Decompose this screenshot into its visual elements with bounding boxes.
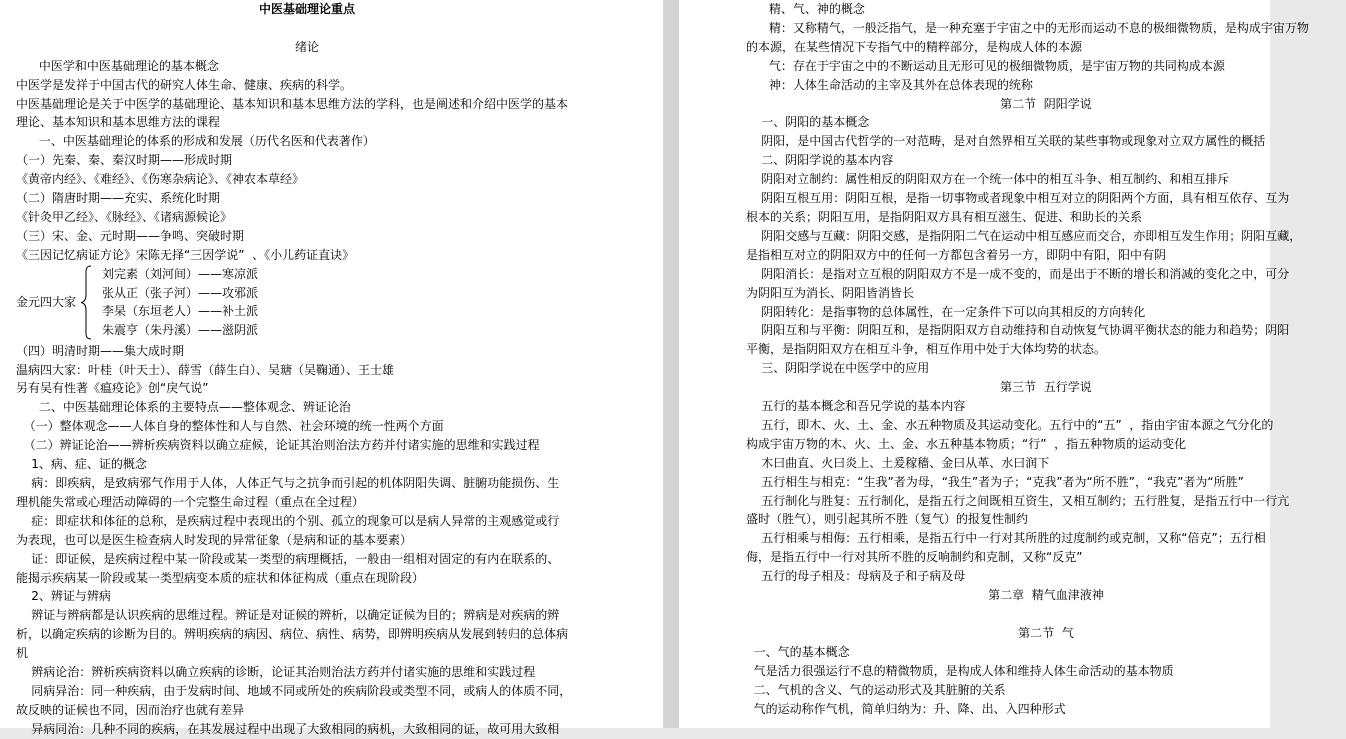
curly-brace-icon xyxy=(80,265,92,340)
text-line: 中医基础理论是关于中医学的基础理论、基本知识和基本思维方法的学科，也是阐述和介绍中医学的基本 xyxy=(16,96,569,111)
text-line: 五行相乘与相侮：五行相乘，是指五行中一行对其所胜的过度制约或克制，又称“倍克”；五行相 xyxy=(746,531,1266,546)
text-line: 神：人体生命活动的主宰及其外在总体表现的统称 xyxy=(746,77,1033,92)
text-line: 辨证与辨病都是认识疾病的思维过程。辨证是对证候的辨析，以确定证候为目的；辨病是对疾病的辨 xyxy=(16,608,560,623)
text-line: 精：又称精气，一般泛指气，是一种充塞于宇宙之中的无形而运动不息的极细微物质，是构成宇宙万物 xyxy=(746,20,1309,35)
text-line: 五行的基本概念和吾兄学说的基本内容 xyxy=(746,399,966,414)
text-line: 另有吴有性著《瘟疫论》创“戾气说” xyxy=(16,381,209,396)
text-line: 症：即症状和体征的总称，是疾病过程中表现出的个别、孤立的现象可以是病人异常的主观感觉或行 xyxy=(16,513,560,528)
text-line: 《黄帝内经》、《难经》、《伤寒杂病论》、《神农本草经》 xyxy=(16,172,305,187)
text-line: 1、病、症、证的概念 xyxy=(16,457,147,472)
text-line: 为表现，也可以是医生检查病人时发现的异常征象（是病和证的基本要素） xyxy=(16,532,413,547)
text-line: 理机能失常或心理活动障碍的一个完整生命过程（重点在全过程） xyxy=(16,494,365,509)
text-line: 《三因记忆病证方论》宋陈无择“三因学说” 、《小儿药证直诀》 xyxy=(16,247,355,262)
text-line: 根本的关系；阴阳互用，是指阴阳双方具有相互滋生、促进、和助长的关系 xyxy=(746,209,1143,224)
text-line: 平衡，是指阴阳双方在相互斗争，相互作用中处于大体均势的状态。 xyxy=(746,342,1107,357)
text-line: 2、辨证与辨病 xyxy=(16,589,111,604)
text-line: 同病异治：同一种疾病，由于发病时间、地域不同或所处的疾病阶段或类型不同，或病人的体质不同， xyxy=(16,683,572,698)
text-line: 阴阳交感与互藏：阴阳交感，是指阴阳二气在运动中相互感应而交合，亦即相互发生作用；阴阳互藏， xyxy=(746,228,1302,243)
text-line: （二）辨证论治——辨析疾病资料以确立症候，论证其治则治法方药并付诸实施的思维和实践过程 xyxy=(16,438,540,453)
jinyuan-label: 金元四大家 xyxy=(16,294,77,309)
text-line: 构成宇宙万物的木、火、土、金、水五种基本物质；“行” ，指五种物质的运动变化 xyxy=(746,436,1187,451)
section-heading: 第三节 五行学说 xyxy=(1000,380,1092,395)
text-line: 五行制化与胜复：五行制化，是指五行之间既相互资生，又相互制约；五行胜复，是指五行中一行亢 xyxy=(746,493,1290,508)
left-section-body xyxy=(16,342,598,739)
text-line: （四）明清时期——集大成时期 xyxy=(16,343,185,358)
text-line: 二、中医基础理论体系的主要特点——整体观念、辨证论治 xyxy=(16,400,351,415)
text-line xyxy=(746,605,1346,624)
text-line: 五行，即木、火、土、金、水五种物质及其运动变化。五行中的“五” ，指由宇宙本源之气分化的 xyxy=(746,417,1274,432)
text-line: 温病四大家：叶桂（叶天士）、薛雪（薛生白）、吴瑭（吴鞠通）、王士雄 xyxy=(16,362,395,377)
text-line: （一）整体观念——人体自身的整体性和人与自然、社会环境的统一性两个方面 xyxy=(16,419,444,434)
text-line: 中医学和中医基础理论的基本概念 xyxy=(16,58,219,73)
text-line: 精、气、神的概念 xyxy=(746,2,865,16)
jinyuan-list xyxy=(102,265,258,341)
left-section-intro xyxy=(16,19,598,265)
text-line: 阴阳消长：是指对立互根的阴阳双方不是一成不变的，而是出于不断的增长和消减的变化之中，可分 xyxy=(746,266,1290,281)
left-page-content xyxy=(16,0,598,739)
jinyuan-master-item: 刘完素（刘河间）——寒凉派 xyxy=(102,266,259,281)
text-line: 病：即疾病，是致病邪气作用于人体，人体正气与之抗争而引起的机体阴阳失调、脏腑功能损伤、生 xyxy=(16,476,560,491)
text-line: 阴阳对立制约：属性相反的阴阳双方在一个统一体中的相互斗争、相互制约、和相互排斥 xyxy=(746,172,1230,187)
text-line: 能揭示疾病某一阶段或某一类型病变本质的症状和体征构成（重点在现阶段） xyxy=(16,570,425,585)
text-line: （二）隋唐时期——充实、系统化时期 xyxy=(16,191,221,206)
text-line: 一、阴阳的基本概念 xyxy=(746,115,870,130)
text-line: 是指相互对立的阴阳双方中的任何一方都包含着另一方，即阴中有阳，阳中有阴 xyxy=(746,247,1167,262)
text-line: 证：即证候，是疾病过程中某一阶段或某一类型的病理概括，一般由一组相对固定的有内在联系的、 xyxy=(16,551,560,566)
section-heading: 第二节 气 xyxy=(1018,625,1074,640)
text-line: 阴阳，是中国古代哲学的一对范畴，是对自然界相互关联的某些事物或现象对立双方属性的概括 xyxy=(746,134,1266,149)
text-line: 气的运动称作气机，简单归纳为：升、降、出、入四种形式 xyxy=(746,701,1066,716)
text-line xyxy=(16,19,598,38)
text-line: 阴阳互和与平衡：阴阳互和，是指阴阳双方自动维持和自动恢复气协调平衡状态的能力和趋势；阴阳 xyxy=(746,323,1290,338)
text-line: 三、阴阳学说在中医学中的应用 xyxy=(746,361,930,376)
text-line: 气是活力很强运行不息的精微物质，是构成人体和维持人体生命活动的基本物质 xyxy=(746,663,1174,678)
text-line: 机 xyxy=(16,646,29,661)
jinyuan-master-item: 朱震亨（朱丹溪）——滋阴派 xyxy=(102,323,259,338)
text-line: 阴阳互根互用：阴阳互根，是指一切事物或者现象中相互对立的阴阳两个方面，具有相互依存、互为 xyxy=(746,191,1290,206)
text-line: 的本源，在某些情况下专指气中的精粹部分，是构成人体的本源 xyxy=(746,39,1083,54)
text-line: （一）先秦、秦、秦汉时期——形成时期 xyxy=(16,153,233,168)
text-line: 异病同治：几种不同的疾病，在其发展过程中出现了大致相同的病机，大致相同的证，故可用大致相 xyxy=(16,721,560,736)
text-line: 木曰曲直、火曰炎上、土爰稼穑、金曰从革、水曰润下 xyxy=(746,455,1050,470)
text-line: 理论、基本知识和基本思维方法的课程 xyxy=(16,115,221,130)
section-heading: 第二节 阴阳学说 xyxy=(1000,96,1092,111)
text-line: 侮，是指五行中一行对其所不胜的反响制约和克制，又称“反克” xyxy=(746,550,1083,565)
text-line: 五行相生与相克：“生我”者为母，“我生”者为子；“克我”者为“所不胜”，“我克”者为“所胜” xyxy=(746,474,1244,489)
text-line: 中医学是发祥于中国古代的研究人体生命、健康、疾病的科学。 xyxy=(16,77,353,92)
right-page-content xyxy=(746,0,1346,718)
jinyuan-four-masters-block xyxy=(16,265,598,342)
text-line: 析，以确定疾病的诊断为目的。辨明疾病的病因、病位、病性、病势，即辨明疾病从发展到转归的总体病 xyxy=(16,627,569,642)
jinyuan-master-item: 张从正（张子河）——攻邪派 xyxy=(102,285,259,300)
text-line: （三）宋、金、元时期——争鸣、突破时期 xyxy=(16,228,245,243)
section-heading: 绪论 xyxy=(294,39,319,54)
document-page-right xyxy=(679,0,1309,728)
text-line: 二、气机的含义、气的运动形式及其脏腑的关系 xyxy=(746,682,1006,697)
text-line: 一、气的基本概念 xyxy=(746,644,850,659)
text-line: 气：存在于宇宙之中的不断运动且无形可见的极细微物质，是宇宙万物的共同构成本源 xyxy=(746,58,1225,73)
jinyuan-master-item: 李杲（东垣老人）——补土派 xyxy=(102,304,259,319)
page-gutter xyxy=(663,0,679,728)
text-line: 盛时（胜气），则引起其所不胜（复气）的报复性制约 xyxy=(746,512,1029,527)
text-line: 五行的母子相及：母病及子和子病及母 xyxy=(746,569,966,584)
text-line: 二、阴阳学说的基本内容 xyxy=(746,153,894,168)
text-line: 《针灸甲乙经》、《脉经》、《诸病源候论》 xyxy=(16,209,233,224)
document-title: 中医基础理论重点 xyxy=(258,2,355,16)
document-page-left xyxy=(0,0,663,736)
text-line: 为阴阳互为消长、阴阳皆消皆长 xyxy=(746,285,915,300)
section-heading: 第二章 精气血津液神 xyxy=(988,588,1104,603)
text-line: 阴阳转化：是指事物的总体属性，在一定条件下可以向其相反的方向转化 xyxy=(746,304,1146,319)
text-line: 一、中医基础理论的体系的形成和发展（历代名医和代表著作） xyxy=(16,134,375,149)
text-line: 辨病论治：辨析疾病资料以确立疾病的诊断，论证其治则治法方药并付诸实施的思维和实践过程 xyxy=(16,665,536,680)
text-line: 故反映的证候也不同，因而治疗也就有差异 xyxy=(16,702,245,717)
